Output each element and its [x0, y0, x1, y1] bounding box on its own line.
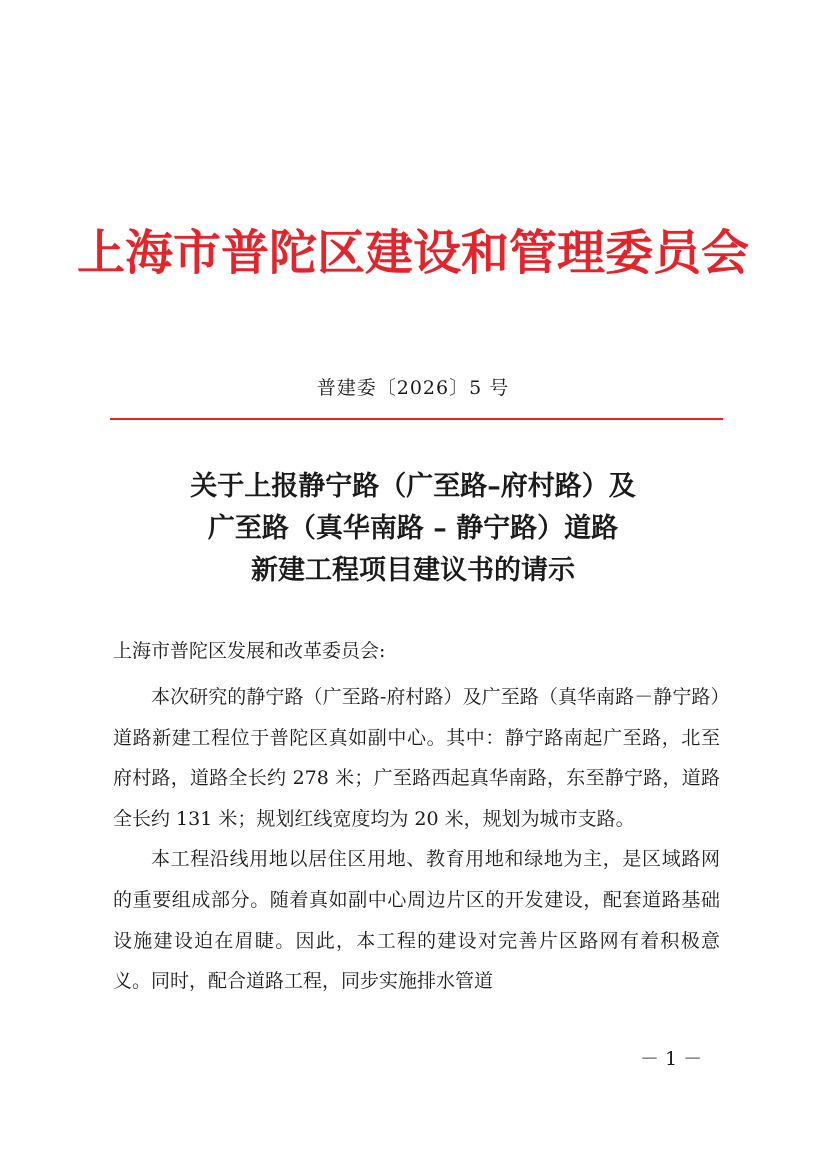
page-number: － 1 － — [640, 1048, 703, 1070]
red-separator-line — [110, 418, 723, 420]
addressee: 上海市普陀区发展和改革委员会: — [113, 640, 386, 662]
paragraph-2: 本工程沿线用地以居住区用地、教育用地和绿地为主，是区域路网的重要组成部分。随着真如副中心周边片区的开发建设，配套道路基础设施建设迫在眉睫。因此，本工程的建设对完善片区路网有着积极意义。同时，配合道路工程，同步实施排水管道 — [113, 848, 720, 993]
title-line-3: 新建工程项目建议书的请示 — [251, 555, 575, 586]
document-title — [0, 466, 826, 592]
body-text — [113, 677, 720, 1002]
paragraph-1: 本次研究的静宁路（广至路-府村路）及广至路（真华南路－静宁路）道路新建工程位于普陀区真如副中心。其中：静宁路南起广至路，北至府村路，道路全长约 278 米；广至路西起真华南路，东至静宁路，道路全长约 131 米；规划红线宽度均为 20 米，规划为城市支路。 — [113, 686, 720, 830]
title-line-2: 广至路（真华南路 – 静宁路）道路 — [207, 513, 619, 544]
title-line-1: 关于上报静宁路（广至路–府村路）及 — [190, 471, 636, 502]
issuing-organization-masthead: 上海市普陀区建设和管理委员会 — [76, 225, 749, 281]
document-number: 普建委〔2026〕5 号 — [316, 377, 510, 399]
